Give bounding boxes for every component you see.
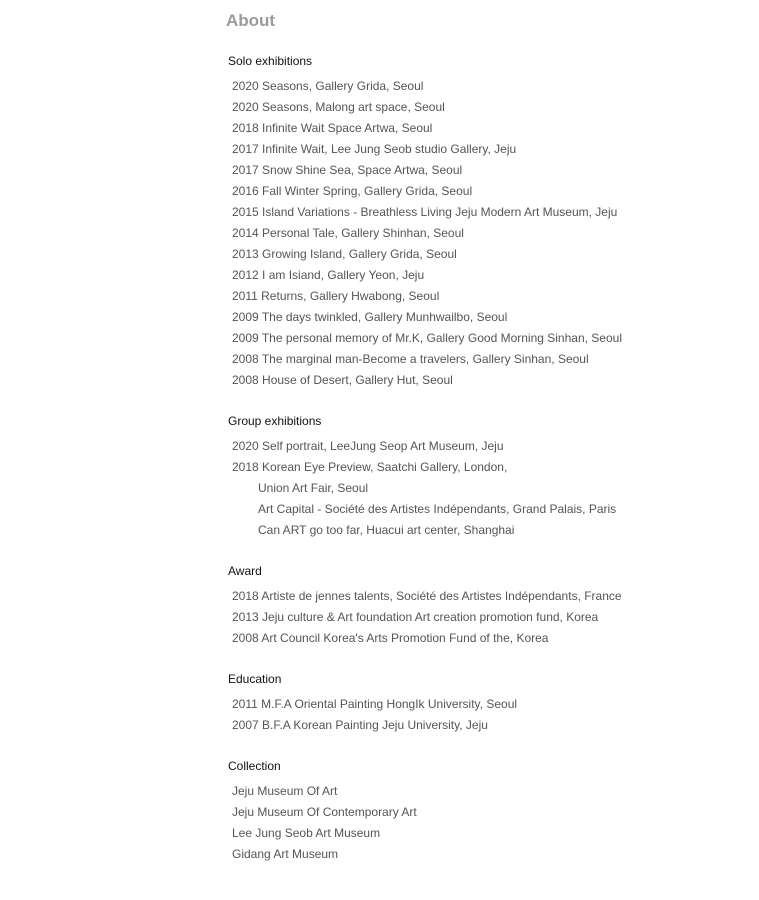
section-heading: Education bbox=[228, 672, 282, 686]
education-section bbox=[228, 670, 748, 736]
list-item: Gidang Art Museum bbox=[232, 847, 339, 861]
list-item: Jeju Museum Of Contemporary Art bbox=[232, 805, 417, 819]
list-item: Art Capital - Société des Artistes Indépendants, Grand Palais, Paris bbox=[258, 502, 617, 516]
list-item: 2014 Personal Tale, Gallery Shinhan, Seoul bbox=[232, 226, 464, 240]
list-item: 2008 House of Desert, Gallery Hut, Seoul bbox=[232, 373, 453, 387]
list-item: 2009 The personal memory of Mr.K, Gallery Good Morning Sinhan, Seoul bbox=[232, 331, 622, 345]
list-item: 2009 The days twinkled, Gallery Munhwailbo, Seoul bbox=[232, 310, 508, 324]
section-heading: Collection bbox=[228, 759, 281, 773]
list-item: 2011 M.F.A Oriental Painting HongIk University, Seoul bbox=[232, 697, 518, 711]
list-item: 2013 Jeju culture & Art foundation Art creation promotion fund, Korea bbox=[232, 610, 599, 624]
list-item: 2013 Growing Island, Gallery Grida, Seoul bbox=[232, 247, 457, 261]
list-item: 2007 B.F.A Korean Painting Jeju University, Jeju bbox=[232, 718, 488, 732]
list-item: Union Art Fair, Seoul bbox=[258, 481, 369, 495]
list-item: 2012 I am Isiand, Gallery Yeon, Jeju bbox=[232, 268, 425, 282]
about-content bbox=[228, 52, 748, 886]
list-item: 2018 Artiste de jennes talents, Société des Artistes Indépendants, France bbox=[232, 589, 622, 603]
list-item: 2011 Returns, Gallery Hwabong, Seoul bbox=[232, 289, 440, 303]
list-item: 2017 Infinite Wait, Lee Jung Seob studio Gallery, Jeju bbox=[232, 142, 517, 156]
list-item: 2008 The marginal man-Become a travelers, Gallery Sinhan, Seoul bbox=[232, 352, 589, 366]
section-heading: Award bbox=[228, 564, 262, 578]
section-heading: Solo exhibitions bbox=[228, 54, 313, 68]
list-item: 2008 Art Council Korea's Arts Promotion Fund of the, Korea bbox=[232, 631, 549, 645]
list-item: Can ART go too far, Huacui art center, Shanghai bbox=[258, 523, 515, 537]
list-item: 2020 Seasons, Gallery Grida, Seoul bbox=[232, 79, 424, 93]
section-heading: Group exhibitions bbox=[228, 414, 322, 428]
list-item: 2020 Self portrait, LeeJung Seop Art Museum, Jeju bbox=[232, 439, 504, 453]
list-item: 2016 Fall Winter Spring, Gallery Grida, Seoul bbox=[232, 184, 473, 198]
list-item: 2018 Korean Eye Preview, Saatchi Gallery, London, bbox=[232, 460, 508, 474]
page-title: About bbox=[226, 11, 276, 30]
list-item: 2018 Infinite Wait Space Artwa, Seoul bbox=[232, 121, 433, 135]
list-item: 2020 Seasons, Malong art space, Seoul bbox=[232, 100, 445, 114]
list-item: Lee Jung Seob Art Museum bbox=[232, 826, 381, 840]
award-section bbox=[228, 562, 748, 649]
collection-section bbox=[228, 757, 748, 865]
list-item: Jeju Museum Of Art bbox=[232, 784, 338, 798]
group-exhibitions-section bbox=[228, 412, 748, 541]
list-item: 2015 Island Variations - Breathless Living Jeju Modern Art Museum, Jeju bbox=[232, 205, 618, 219]
list-item: 2017 Snow Shine Sea, Space Artwa, Seoul bbox=[232, 163, 463, 177]
solo-exhibitions-section bbox=[228, 52, 748, 391]
